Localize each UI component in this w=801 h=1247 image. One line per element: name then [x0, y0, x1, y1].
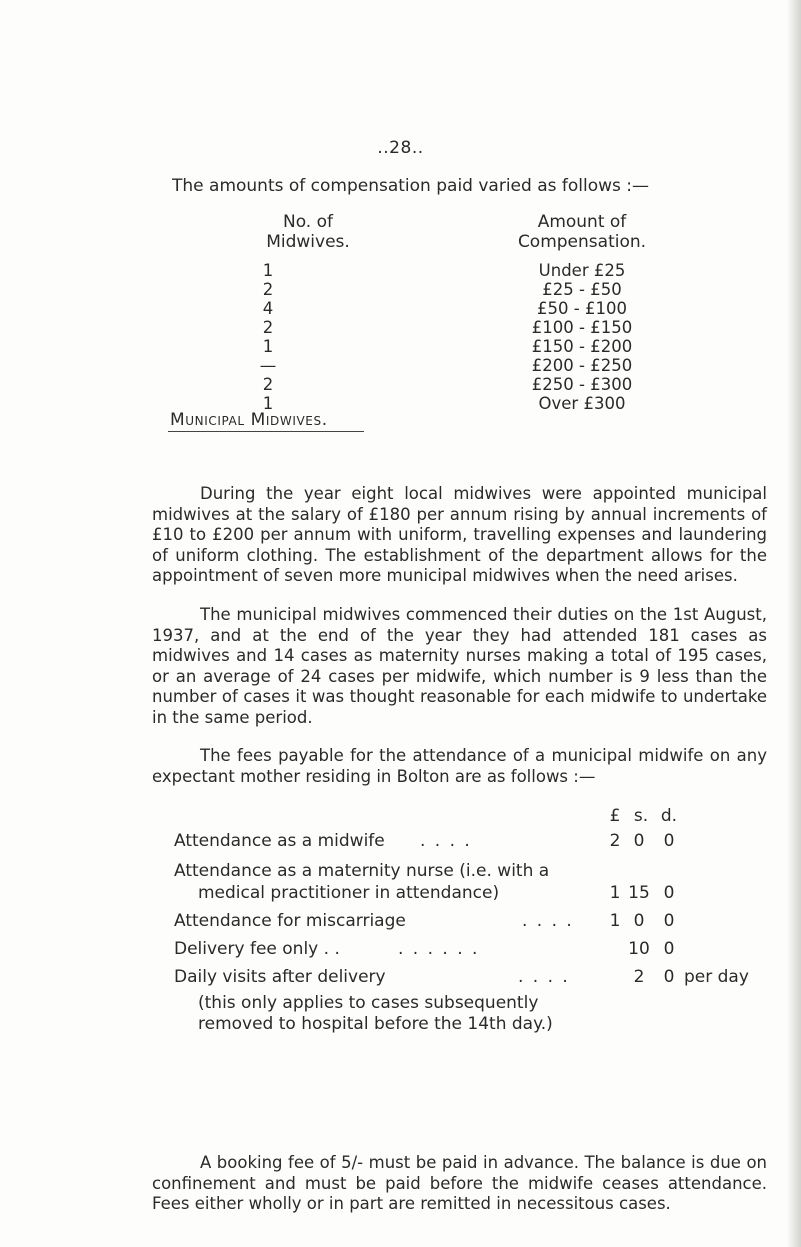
fee-shillings: 10: [628, 939, 650, 959]
column-header-compensation: Amount of Compensation.: [517, 212, 647, 252]
fee-pence: 0: [663, 883, 675, 903]
fee-label: Attendance as a maternity nurse (i.e. with a: [174, 861, 550, 881]
fee-pence: 0: [663, 967, 675, 987]
fees-column-headers: [0, 806, 801, 830]
compensation-table: [0, 212, 801, 413]
paragraph-duties: The municipal midwives commenced their duties on the 1st August, 1937, and at the end of the year they had attended 181 cases as midwives and 14 cases as maternity nurses making a total of 195 cases, or an average of 24 cases per midwife, which number is 9 less than the number of cases it was thought reasonable for each midwife to undertake in the same period.: [152, 605, 767, 727]
compensation-range: £100 - £150: [531, 318, 633, 337]
leader-dots: . . . . . .: [398, 939, 480, 959]
fee-shillings: 0: [633, 831, 645, 851]
fee-note: per day: [684, 967, 749, 987]
fee-shillings: 0: [633, 911, 645, 931]
compensation-range: £250 - £300: [531, 375, 633, 394]
table-row: [0, 830, 801, 852]
fee-label: Attendance for miscarriage: [174, 911, 406, 931]
fee-label: Attendance as a midwife: [174, 831, 385, 851]
footnote-text: removed to hospital before the 14th day.): [198, 1014, 553, 1034]
fee-pence: 0: [663, 831, 675, 851]
section-heading: Municipal Midwives.: [170, 410, 328, 430]
pence-header: d.: [660, 806, 678, 826]
midwife-count: 1: [262, 394, 274, 413]
table-row: [0, 261, 801, 280]
fee-label: Daily visits after delivery: [174, 967, 386, 987]
midwife-count: —: [259, 356, 277, 375]
table-row: [0, 337, 801, 356]
table-row: [0, 910, 801, 932]
fee-pounds: 2: [609, 831, 621, 851]
footnote-text: (this only applies to cases subsequently: [198, 993, 539, 1013]
table-row: [0, 280, 801, 299]
table-row: [0, 966, 801, 988]
paragraph-appointments: During the year eight local midwives were appointed municipal midwives at the salary of £180 per annum rising by annual increments of £10 to £200 per annum with uniform, travelling expenses and laundering of uniform clothing. The establishment of the department allows for the appointment of seven more municipal midwives when the need arises.: [152, 484, 767, 585]
shillings-header: s.: [633, 806, 649, 826]
table-row: [0, 318, 801, 337]
fee-pence: 0: [663, 939, 675, 959]
pound-header: £: [609, 806, 621, 826]
fee-shillings: 15: [628, 883, 650, 903]
compensation-range: £150 - £200: [531, 337, 633, 356]
footnote-line: [0, 992, 801, 1014]
midwife-count: 1: [262, 261, 274, 280]
footnote-line: [0, 1013, 801, 1035]
compensation-range: Under £25: [538, 261, 626, 280]
intro-sentence: The amounts of compensation paid varied as follows :—: [172, 176, 650, 196]
midwife-count: 2: [262, 375, 274, 394]
fee-label: Delivery fee only . .: [174, 939, 340, 959]
table-row: [0, 299, 801, 318]
heading-underline: [168, 431, 364, 432]
table-row: [0, 882, 801, 904]
midwife-count: 1: [262, 337, 274, 356]
table-row: [0, 860, 801, 882]
compensation-range: £25 - £50: [542, 280, 622, 299]
compensation-range: £200 - £250: [531, 356, 633, 375]
leader-dots: . . . .: [518, 967, 570, 987]
compensation-range: Over £300: [538, 394, 626, 413]
paragraph-booking-fee: A booking fee of 5/- must be paid in advance. The balance is due on confinement and must be paid before the midwife ceases attendance. Fees either wholly or in part are remitted in necessitous cases.: [152, 1153, 767, 1213]
fee-pounds: 1: [609, 911, 621, 931]
compensation-range: £50 - £100: [537, 299, 627, 318]
page-edge-shadow: [787, 0, 801, 1247]
leader-dots: . . . .: [420, 831, 472, 851]
midwife-count: 4: [262, 299, 274, 318]
page-number: ..28..: [377, 138, 424, 158]
table-row: [0, 938, 801, 960]
fee-pence: 0: [663, 911, 675, 931]
compensation-rows: [0, 261, 801, 413]
midwife-count: 2: [262, 280, 274, 299]
fee-pounds: 1: [609, 883, 621, 903]
leader-dots: . . . .: [522, 911, 574, 931]
table-row: [0, 356, 801, 375]
fee-label-continued: medical practitioner in attendance): [198, 883, 500, 903]
table-row: [0, 394, 801, 413]
column-header-midwives: No. of Midwives.: [266, 212, 350, 252]
midwife-count: 2: [262, 318, 274, 337]
table-row: [0, 375, 801, 394]
paragraph-fees-intro: The fees payable for the attendance of a municipal midwife on any expectant mother residing in Bolton are as follows :—: [152, 746, 767, 786]
fee-shillings: 2: [633, 967, 645, 987]
